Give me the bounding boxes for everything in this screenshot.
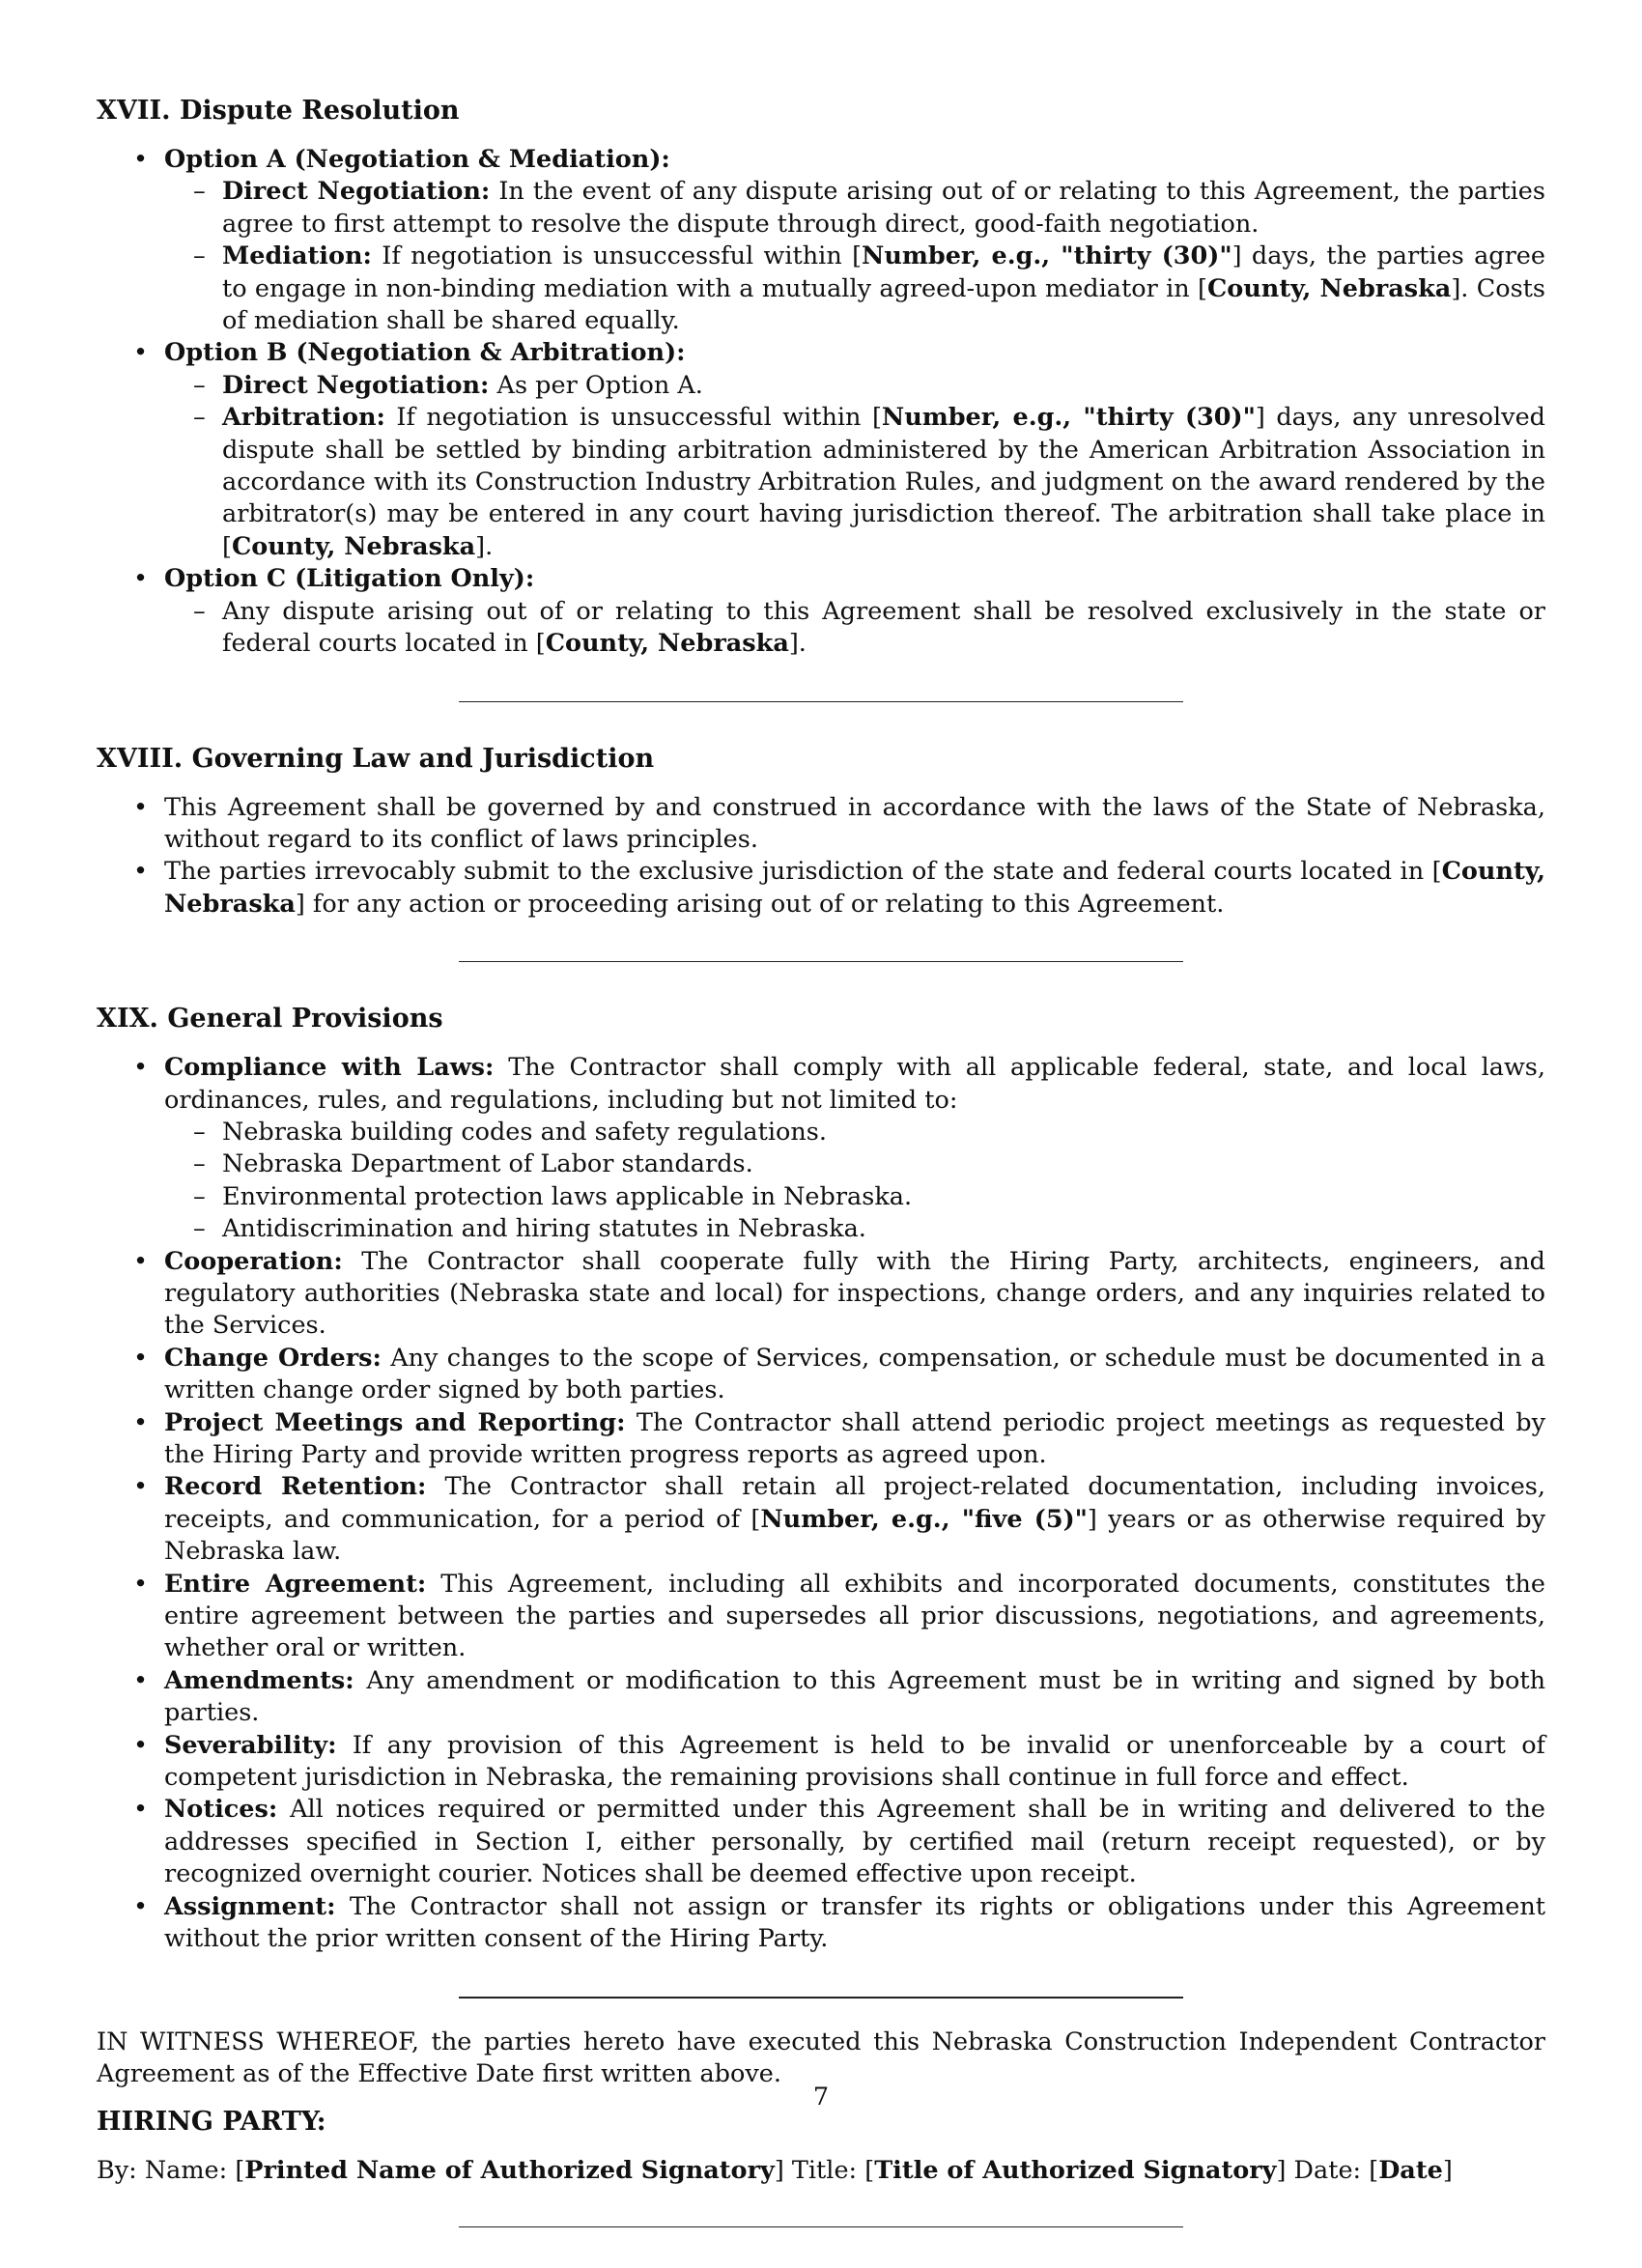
compliance-sublist <box>164 1117 1545 1246</box>
label: Mediation: <box>222 241 372 271</box>
horizontal-divider <box>459 961 1183 962</box>
list-item: – Antidiscrimination and hiring statutes in Nebraska. <box>164 1213 1545 1245</box>
option-c-sublist <box>164 596 1545 661</box>
option-b-title: Option B (Negotiation & Arbitration): <box>164 338 686 368</box>
text: All notices required or permitted under this Agreement shall be in writing and delivered to the addresses specified in Section I, either personally, by certified mail (return receipt requested), or by recognized overnight courier. Notices shall be deemed effective upon receipt. <box>164 1795 1545 1889</box>
list-item: – Environmental protection laws applicable in Nebraska. <box>164 1181 1545 1213</box>
section-heading-governing-law: XVIII. Governing Law and Jurisdiction <box>97 743 655 774</box>
option-b-sublist <box>164 370 1545 563</box>
horizontal-divider <box>459 2226 1183 2227</box>
text: ]. Costs of mediation shall be shared equally. <box>222 273 1545 336</box>
placeholder-date: Date <box>1378 2156 1443 2186</box>
label: Severability: <box>164 1730 337 1760</box>
text: ] for any action or proceeding arising out of or relating to this Agreement. <box>295 889 1225 919</box>
label: Notices: <box>164 1795 278 1825</box>
text: The Contractor shall not assign or transfer its rights or obligations under this Agreement without the prior written consent of the Hiring Party. <box>164 1891 1545 1954</box>
option-c <box>97 563 1545 660</box>
provision-change-orders <box>97 1343 1545 1407</box>
option-b-arbitration <box>164 402 1545 563</box>
text: As per Option A. <box>489 370 703 400</box>
option-b-negotiation <box>164 370 1545 402</box>
option-a-negotiation <box>164 176 1545 241</box>
provision-severability <box>97 1730 1545 1795</box>
provision-entire-agreement <box>97 1569 1545 1665</box>
hiring-party-heading: HIRING PARTY: <box>97 2107 326 2138</box>
placeholder: County, Nebraska <box>1206 273 1452 303</box>
text: ] Date: [ <box>1276 2156 1379 2186</box>
text: The parties irrevocably submit to the exclusive jurisdiction of the state and federal courts located in [ <box>164 857 1442 887</box>
label: Cooperation: <box>164 1246 343 1276</box>
document-page <box>97 95 1545 2268</box>
label: Arbitration: <box>222 403 385 433</box>
option-a-sublist <box>164 176 1545 337</box>
section-heading-general-provisions: XIX. General Provisions <box>97 1004 443 1035</box>
text: This Agreement, including all exhibits and incorporated documents, constitutes the entire agreement between the parties and supersedes all prior discussions, negotiations, and agreements, whether oral or written. <box>164 1569 1545 1663</box>
text: ] <box>1442 2156 1453 2186</box>
text: If negotiation is unsuccessful within [ <box>371 241 863 271</box>
label: Amendments: <box>164 1665 354 1695</box>
label: Direct Negotiation: <box>222 177 491 207</box>
text: ] days, any unresolved dispute shall be settled by binding arbitration administered by the American Arbitration Association in accordance with its Construction Industry Arbitration Rules, and judgment on the award rendered by the arbitrator(s) may be entered in any court having jurisdiction thereof. The arbitration shall take place in [ <box>222 403 1545 561</box>
text: ] days, the parties agree to engage in non-binding mediation with a mutually agreed-upon mediator in [ <box>222 241 1545 303</box>
text: ]. <box>788 629 807 659</box>
provision-cooperation <box>97 1246 1545 1343</box>
option-a-title: Option A (Negotiation & Mediation): <box>164 145 670 174</box>
text: ]. <box>475 531 494 561</box>
option-c-title: Option C (Litigation Only): <box>164 564 535 594</box>
label: Assignment: <box>164 1891 336 1921</box>
general-provisions-list <box>97 1052 1545 1955</box>
provision-record-retention <box>97 1471 1545 1568</box>
label: Direct Negotiation: <box>222 370 490 400</box>
option-c-litigation <box>164 596 1545 661</box>
list-item: – Nebraska building codes and safety regulations. <box>164 1117 1545 1148</box>
placeholder: County, Nebraska <box>231 531 476 561</box>
placeholder-title: Title of Authorized Signatory <box>874 2156 1277 2186</box>
list-item: – Nebraska Department of Labor standards. <box>164 1148 1545 1180</box>
text: By: Name: [ <box>97 2156 245 2186</box>
placeholder: Number, e.g., "thirty (30)" <box>862 241 1232 271</box>
placeholder: County, Nebraska <box>545 629 789 659</box>
text: ] Title: [ <box>774 2156 875 2186</box>
provision-compliance <box>97 1052 1545 1245</box>
page-number: 7 <box>812 2083 830 2112</box>
section-heading-dispute-resolution: XVII. Dispute Resolution <box>97 96 460 126</box>
option-a-mediation <box>164 241 1545 337</box>
governing-law-list <box>97 792 1545 921</box>
text: If negotiation is unsuccessful within [ <box>384 403 882 433</box>
horizontal-divider <box>459 701 1183 702</box>
dispute-options-list <box>97 144 1545 661</box>
text: The Contractor shall attend periodic project meetings as requested by the Hiring Party and provide written progress reports as agreed upon. <box>164 1407 1545 1469</box>
text: Any changes to the scope of Services, compensation, or schedule must be documented in a written change order signed by both parties. <box>164 1343 1545 1405</box>
text: The Contractor shall cooperate fully with the Hiring Party, architects, engineers, and regulatory authorities (Nebraska state and local) for inspections, change orders, and any inquiries related to the Services. <box>164 1246 1545 1341</box>
option-a <box>97 144 1545 337</box>
provision-assignment <box>97 1891 1545 1956</box>
horizontal-divider <box>459 1997 1183 1999</box>
text: In the event of any dispute arising out of or relating to this Agreement, the parties agree to first attempt to resolve the dispute through direct, good-faith negotiation. <box>222 177 1545 239</box>
hiring-party-signature-line <box>97 2155 1545 2187</box>
text: The Contractor shall comply with all applicable federal, state, and local laws, ordinances, rules, and regulations, including but not limited to: <box>164 1053 1545 1115</box>
provision-amendments <box>97 1665 1545 1730</box>
text: Any dispute arising out of or relating to this Agreement shall be resolved exclusively in the state or federal courts located in [ <box>222 596 1545 659</box>
provision-notices <box>97 1794 1545 1890</box>
label: Compliance with Laws: <box>164 1053 495 1083</box>
label: Change Orders: <box>164 1343 382 1373</box>
placeholder: Number, e.g., "five (5)" <box>760 1504 1088 1534</box>
placeholder: Number, e.g., "thirty (30)" <box>881 403 1256 433</box>
placeholder: County, Nebraska <box>164 857 1545 919</box>
witness-paragraph: IN WITNESS WHEREOF, the parties hereto have executed this Nebraska Construction Independent Contractor Agreement as of the Effective Date first written above. <box>97 2027 1545 2088</box>
text: Any amendment or modification to this Agreement must be in writing and signed by both parties. <box>164 1665 1545 1728</box>
placeholder-name: Printed Name of Authorized Signatory <box>244 2156 775 2186</box>
text: If any provision of this Agreement is held to be invalid or unenforceable by a court of competent jurisdiction in Nebraska, the remaining provisions shall continue in full force and effect. <box>164 1730 1545 1793</box>
label: Record Retention: <box>164 1472 427 1502</box>
governing-law-item: • This Agreement shall be governed by and construed in accordance with the laws of the State of Nebraska, without regard to its conflict of laws principles. <box>97 792 1545 857</box>
jurisdiction-item <box>97 856 1545 921</box>
label: Project Meetings and Reporting: <box>164 1407 626 1437</box>
option-b <box>97 337 1545 563</box>
text: The Contractor shall retain all project-related documentation, including invoices, receipts, and communication, for a period of [ <box>164 1472 1546 1534</box>
text: ] years or as otherwise required by Nebraska law. <box>164 1504 1545 1567</box>
label: Entire Agreement: <box>164 1569 427 1599</box>
provision-meetings <box>97 1407 1545 1472</box>
